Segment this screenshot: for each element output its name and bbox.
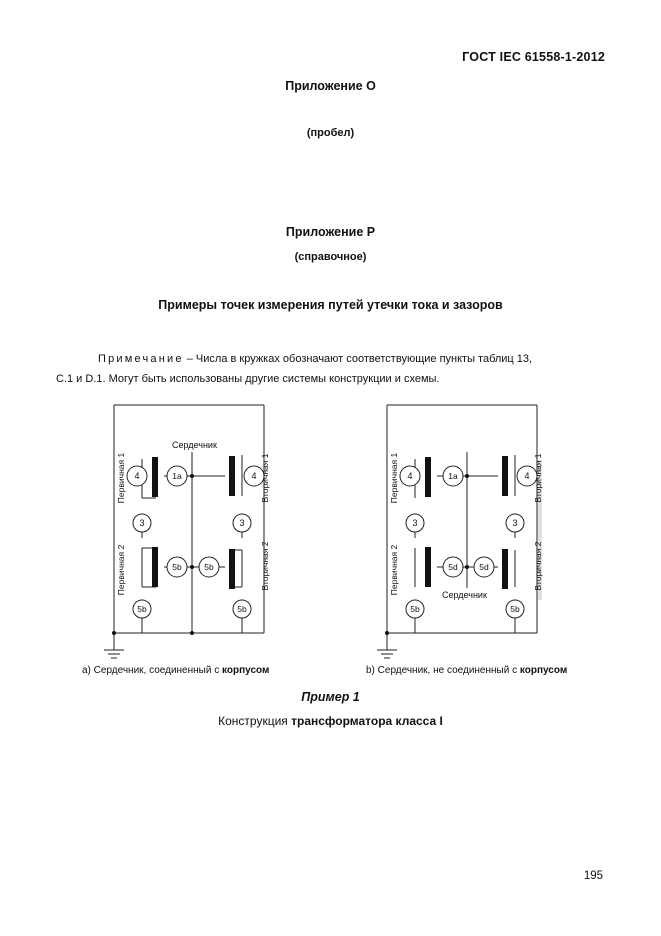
diagram-a-caption-prefix: a) Сердечник, соединенный с xyxy=(82,665,222,676)
diagram-b-primary-1: Первичная 1 xyxy=(389,452,399,504)
diagram-b-circle-5d-left: 5d xyxy=(448,562,458,572)
example-desc-prefix: Конструкция xyxy=(218,714,292,728)
diagram-a-circle-right-3: 3 xyxy=(239,518,245,528)
diagram-a-circle-left-4: 4 xyxy=(134,471,140,481)
diagram-b-circle-5d-right: 5d xyxy=(479,562,489,572)
example-description xyxy=(0,714,661,728)
diagram-b-circle-right-4: 4 xyxy=(524,471,530,481)
diagram-b-circle-1a: 1a xyxy=(448,471,458,481)
example-desc-bold: трансформатора класса I xyxy=(291,714,443,728)
annex-p-subtitle: (справочное) xyxy=(294,251,367,263)
diagram-b-secondary-1: Вторичная 1 xyxy=(533,453,543,503)
diagram-b-circle-right-3: 3 xyxy=(512,518,518,528)
diagram-b-caption xyxy=(366,665,567,676)
annex-o-subtitle: (пробел) xyxy=(306,127,355,139)
diagram-a-secondary-2: Вторичная 2 xyxy=(260,541,270,591)
diagram-a xyxy=(100,400,285,665)
diagram-a-caption xyxy=(82,665,269,676)
diagram-b-circle-bottom-right: 5b xyxy=(510,604,520,614)
diagram-b-circle-left-4: 4 xyxy=(407,471,413,481)
note-label: Примечание xyxy=(98,353,184,365)
diagram-a-secondary-1: Вторичная 1 xyxy=(260,453,270,503)
diagram-a-circle-bottom-right: 5b xyxy=(237,604,247,614)
diagram-a-circle-bottom-left: 5b xyxy=(137,604,147,614)
diagram-b-primary-2: Первичная 2 xyxy=(389,544,399,596)
example-title: Пример 1 xyxy=(301,690,360,704)
diagram-b xyxy=(373,400,558,665)
diagram-a-circle-5b-left: 5b xyxy=(172,562,182,572)
annex-p-heading: Примеры точек измерения путей утечки тока и зазоров xyxy=(158,298,503,312)
diagram-a-core-label: Сердечник xyxy=(172,440,217,450)
diagram-a-primary-1: Первичная 1 xyxy=(116,452,126,504)
annex-p-title: Приложение Р xyxy=(285,225,376,239)
diagram-b-caption-bold: корпусом xyxy=(519,665,568,676)
page-number: 195 xyxy=(583,870,603,882)
diagram-a-circle-5b-right: 5b xyxy=(204,562,214,572)
diagram-b-caption-prefix: b) Сердечник, не соединенный с xyxy=(366,665,520,676)
diagram-a-circle-left-3: 3 xyxy=(139,518,145,528)
annex-o-title: Приложение О xyxy=(285,79,376,93)
diagram-b-circle-bottom-left: 5b xyxy=(410,604,420,614)
diagram-a-primary-2: Первичная 2 xyxy=(116,544,126,596)
note-dash: – xyxy=(186,353,193,365)
diagram-a-circle-right-4: 4 xyxy=(251,471,257,481)
diagram-b-circle-left-3: 3 xyxy=(412,518,418,528)
diagram-b-secondary-2: Вторичная 2 xyxy=(533,541,543,591)
diagram-a-circle-1a: 1a xyxy=(172,471,182,481)
standard-code: ГОСТ IEC 61558-1-2012 xyxy=(462,50,605,64)
note-text-line2: C.1 и D.1. Могут быть использованы другие системы конструкции и схемы. xyxy=(56,373,440,385)
note-paragraph xyxy=(56,349,604,389)
note-text-line1: Числа в кружках обозначают соответствующие пункты таблиц 13, xyxy=(195,353,533,365)
diagram-a-caption-bold: корпусом xyxy=(222,665,270,676)
diagram-b-core-label: Сердечник xyxy=(442,590,487,600)
